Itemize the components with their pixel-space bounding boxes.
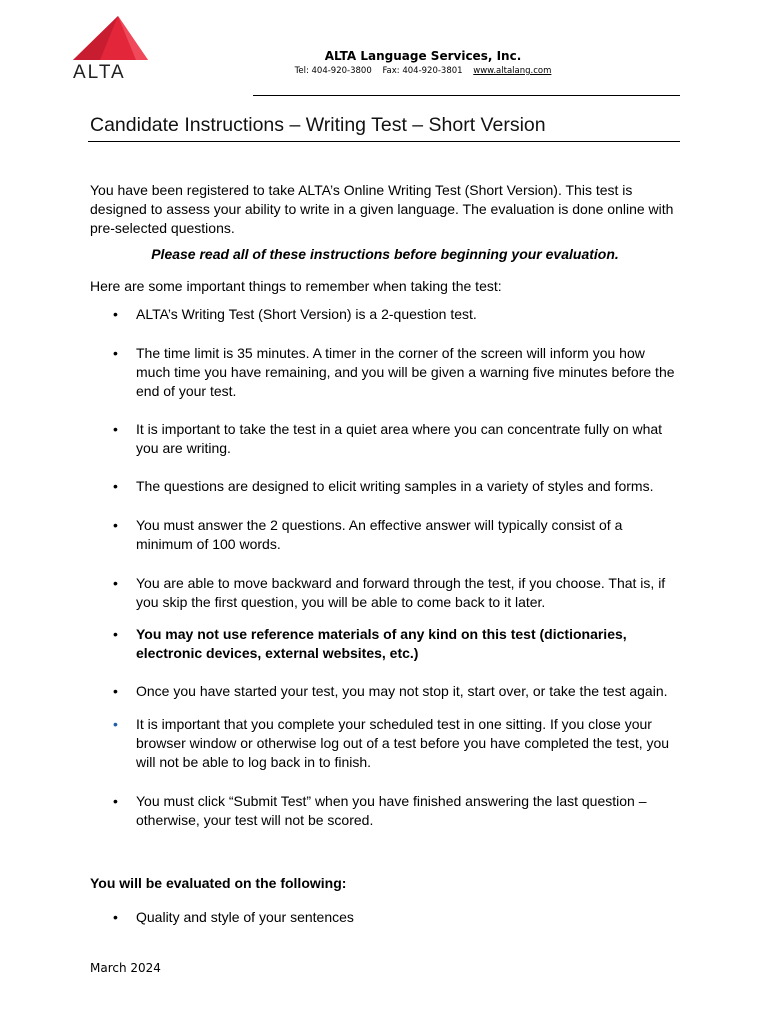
evaluation-list-item bbox=[113, 908, 680, 927]
bullet-glyph: • bbox=[113, 683, 118, 699]
list-item bbox=[113, 792, 680, 830]
list-item-text: It is important to take the test in a quiet area where you can concentrate fully on what you are writing. bbox=[136, 421, 663, 456]
list-item-text: ALTA’s Writing Test (Short Version) is a 2-question test. bbox=[136, 306, 477, 322]
bullet-glyph: • bbox=[113, 793, 118, 809]
list-item-text: Quality and style of your sentences bbox=[136, 909, 354, 925]
instructions-emphasis: Please read all of these instructions before beginning your evaluation. bbox=[151, 246, 619, 262]
bullet-glyph: • bbox=[113, 909, 118, 925]
company-phone: Tel: 404-920-3800 bbox=[294, 66, 372, 76]
list-item bbox=[113, 715, 680, 772]
bullet-glyph: • bbox=[113, 716, 118, 732]
bullet-glyph: • bbox=[113, 575, 118, 591]
list-item-warning bbox=[113, 625, 680, 663]
list-item bbox=[113, 420, 680, 458]
list-item-text: You must click “Submit Test” when you have finished answering the last question – otherwise, your test will not be scored. bbox=[136, 793, 647, 828]
list-item-text: You may not use reference materials of any kind on this test (dictionaries, electronic devices, external websites, etc.) bbox=[136, 626, 627, 661]
footer-date: March 2024 bbox=[90, 961, 161, 975]
list-item-text: The questions are designed to elicit writing samples in a variety of styles and forms. bbox=[136, 478, 654, 494]
list-item bbox=[113, 305, 680, 324]
company-name: ALTA Language Services, Inc. bbox=[324, 49, 522, 63]
list-item bbox=[113, 516, 680, 554]
list-item bbox=[113, 344, 680, 401]
list-item-text: You must answer the 2 questions. An effective answer will typically consist of a minimum of 100 words. bbox=[136, 517, 623, 552]
list-item-text: You are able to move backward and forward through the test, if you choose. That is, if you skip the first question, you will be able to come back to it later. bbox=[136, 575, 666, 610]
bullet-glyph: • bbox=[113, 478, 118, 494]
company-fax: Fax: 404-920-3801 bbox=[382, 66, 463, 76]
page-title: Candidate Instructions – Writing Test – Short Version bbox=[90, 114, 546, 136]
list-item bbox=[113, 574, 680, 612]
list-item bbox=[113, 682, 680, 701]
bullet-glyph: • bbox=[113, 517, 118, 533]
lead-in-text: Here are some important things to remember when taking the test: bbox=[90, 278, 502, 294]
evaluation-heading: You will be evaluated on the following: bbox=[90, 875, 347, 891]
list-item bbox=[113, 477, 680, 496]
list-item-text: It is important that you complete your scheduled test in one sitting. If you close your browser window or otherwise log out of a test before you have completed the test, you will not be able to log back in to finish. bbox=[136, 716, 670, 770]
intro-paragraph: You have been registered to take ALTA’s Online Writing Test (Short Version). This test is designed to assess your ability to write in a given language. The evaluation is done online with pre-selected questions. bbox=[90, 182, 674, 236]
list-item-text: Once you have started your test, you may not stop it, start over, or take the test again. bbox=[136, 683, 668, 699]
bullet-glyph: • bbox=[113, 345, 118, 361]
list-item-text: The time limit is 35 minutes. A timer in the corner of the screen will inform you how much time you have remaining, and you will be given a warning five minutes before the end of your test. bbox=[136, 345, 675, 399]
bullet-glyph: • bbox=[113, 421, 118, 437]
logo-wordmark: ALTA bbox=[73, 62, 126, 83]
company-website-link[interactable]: www.altalang.com bbox=[473, 66, 552, 76]
bullet-glyph: • bbox=[113, 306, 118, 322]
bullet-glyph: • bbox=[113, 626, 118, 642]
